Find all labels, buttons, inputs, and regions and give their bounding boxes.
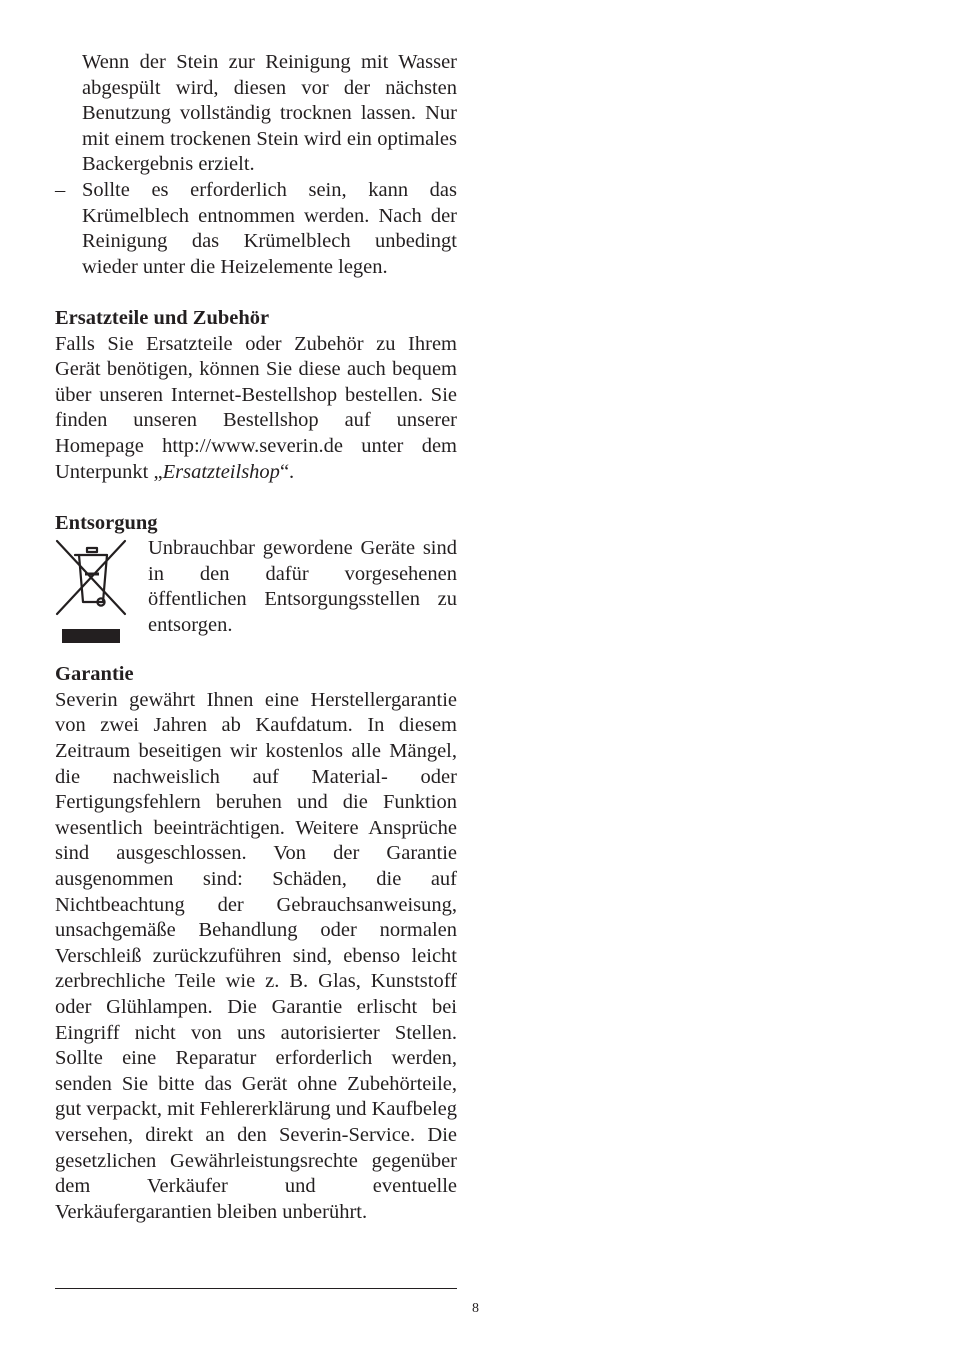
- spare-parts-shop-name: Ersatzteilshop: [162, 460, 280, 483]
- spare-parts-text: Falls Sie Ersatzteile oder Zubehör zu Ihrem Gerät benötigen, können Sie diese auch bequem über unseren Internet-Bestellshop bestellen. Sie finden unseren Bestellshop auf unserer Homepage http://www.severin.de unter dem Unterpunkt „: [55, 332, 457, 483]
- spare-parts-paragraph: [55, 332, 457, 486]
- cleaning-bullet-item: [55, 178, 457, 280]
- spare-parts-text-end: “.: [279, 460, 295, 483]
- warranty-heading: Garantie: [55, 663, 134, 686]
- crossed-out-wheelie-bin-icon: [55, 538, 127, 644]
- footer-rule: [55, 1288, 457, 1289]
- disposal-text: Unbrauchbar gewordene Geräte sind in den dafür vorgesehenen öffentlichen Entsorgungsstellen zu entsorgen.: [148, 537, 457, 637]
- page-number: 8: [472, 1301, 479, 1316]
- cleaning-bullet-text: Sollte es erforderlich sein, kann das Krümelblech entnommen werden. Nach der Reinigung das Krümelblech unbedingt wieder unter die Heizelemente legen.: [82, 178, 457, 278]
- disposal-block: [55, 536, 457, 646]
- warranty-text: Severin gewährt Ihnen eine Herstellergarantie von zwei Jahren ab Kaufdatum. In diesem Zeitraum beseitigen wir kostenlos alle Mängel, die nachweislich auf Material- oder Fertigungsfehlern beruhen und die Funktion wesentlich beeinträchtigen. Weitere Ansprüche sind ausgeschlossen. Von der Garantie ausgenommen sind: Schäden, die auf Nichtbeachtung der Gebrauchsanweisung, unsachgemäße Behandlung oder normalen Verschleiß zurückzuführen sind, ebenso leicht zerbrechliche Teile wie z. B. Glas, Kunststoff oder Glühlampen. Die Garantie erlischt bei Eingriff nicht von uns autorisierter Stellen. Sollte eine Reparatur erforderlich werden, senden Sie bitte das Gerät ohne Zubehörteile, gut verpackt, mit Fehlererklärung und Kaufbeleg versehen, direkt an den Severin-Service. Die gesetzlichen Gewährleistungsrechte gegenüber dem Verkäufer und eventuelle Verkäufergarantien bleiben unberührt.: [55, 688, 457, 1223]
- cleaning-paragraph: Wenn der Stein zur Reinigung mit Wasser abgespült wird, diesen vor der nächsten Benutzung vollständig trocknen lassen. Nur mit einem trockenen Stein wird ein optimales Backergebnis erzielt.: [82, 51, 457, 176]
- spare-parts-heading: Ersatzteile und Zubehör: [55, 306, 270, 329]
- text-column: [55, 50, 457, 1225]
- disposal-heading: Entsorgung: [55, 511, 158, 534]
- bullet-dash: –: [55, 178, 66, 201]
